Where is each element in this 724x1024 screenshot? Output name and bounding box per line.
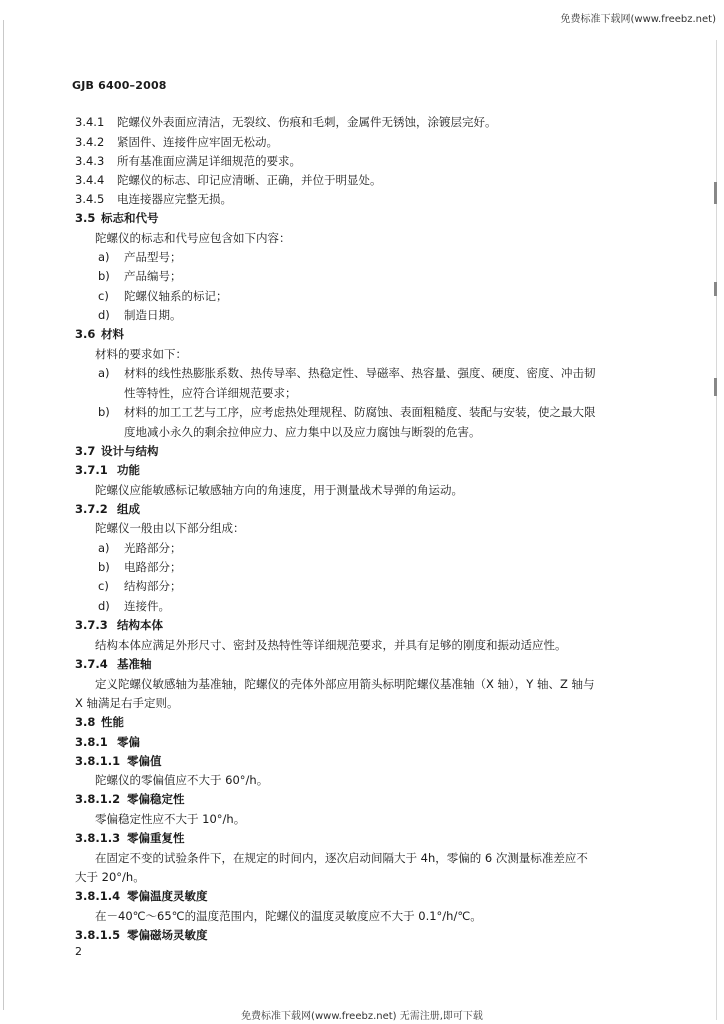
text-line — [75, 886, 208, 906]
text-line — [98, 557, 182, 577]
clause-text: 陀螺仪一般由以下部分组成： — [95, 521, 245, 535]
text-line — [95, 480, 463, 500]
clause-text: 产品编号； — [124, 269, 182, 283]
text-line — [75, 460, 140, 480]
document-code: GJB 6400–2008 — [72, 79, 167, 92]
text-line — [98, 576, 182, 596]
clause-number: 3.8.1.1 — [75, 754, 121, 768]
clause-text: 陀螺仪的标志和代号应包含如下内容： — [95, 231, 291, 245]
clause-heading: 材料 — [101, 327, 124, 341]
clause-number: c) — [98, 289, 109, 303]
text-line — [95, 674, 595, 694]
clause-number: 3.7.3 — [75, 618, 108, 632]
clause-text: 陀螺仪的零偏值应不大于 60°/h。 — [95, 773, 269, 787]
clause-heading: 结构本体 — [117, 618, 163, 632]
clause-text: 制造日期。 — [124, 308, 182, 322]
clause-number: 3.4.4 — [75, 173, 105, 187]
clause-text: 定义陀螺仪敏感轴为基准轴，陀螺仪的壳体外部应用箭头标明陀螺仪基准轴（X 轴），Y 轴、Z 轴与 — [95, 677, 595, 691]
clause-text: 性等特性，应符合详细规范要求； — [124, 386, 297, 400]
clause-text: 电路部分； — [124, 560, 182, 574]
clause-number: 3.8 — [75, 715, 96, 729]
clause-text: 光路部分； — [124, 541, 182, 555]
clause-number: d) — [98, 308, 110, 322]
text-line — [95, 518, 245, 538]
clause-number: 3.4.1 — [75, 115, 105, 129]
clause-text: 度地减小永久的剩余拉伸应力、应力集中以及应力腐蚀与断裂的危害。 — [124, 425, 481, 439]
clause-heading: 标志和代号 — [101, 211, 159, 225]
clause-text: 材料的线性热膨胀系数、热传导率、热稳定性、导磁率、热容量、强度、硬度、密度、冲击韧 — [124, 366, 596, 380]
clause-number: 3.4.5 — [75, 192, 105, 206]
text-line — [75, 132, 278, 152]
watermark-top: 免费标准下载网(www.freebz.net) — [560, 14, 716, 25]
clause-heading: 功能 — [117, 463, 140, 477]
text-line — [75, 441, 159, 461]
text-line — [98, 305, 182, 325]
clause-text: 结构部分； — [124, 579, 182, 593]
text-line — [75, 189, 232, 209]
clause-text: 大于 20°/h。 — [75, 870, 145, 884]
clause-number: a) — [98, 366, 110, 380]
text-line — [75, 789, 185, 809]
clause-heading: 零偏稳定性 — [127, 792, 185, 806]
clause-text: 连接件。 — [124, 599, 170, 613]
text-line — [95, 848, 588, 868]
clause-text: 紧固件、连接件应牢固无松动。 — [117, 135, 278, 149]
text-line — [75, 112, 497, 132]
text-line — [75, 751, 162, 771]
clause-number: 3.4.3 — [75, 154, 105, 168]
text-line — [124, 422, 481, 442]
watermark-bottom: 免费标准下载网(www.freebz.net) 无需注册,即可下载 — [241, 1011, 483, 1022]
clause-number: c) — [98, 579, 109, 593]
text-line — [95, 809, 245, 829]
clause-text: 材料的要求如下： — [95, 347, 187, 361]
clause-number: b) — [98, 405, 110, 419]
clause-number: 3.7.2 — [75, 502, 108, 516]
text-line — [75, 654, 152, 674]
clause-heading: 基准轴 — [117, 657, 152, 671]
text-line — [95, 906, 482, 926]
text-line — [95, 770, 268, 790]
clause-number: d) — [98, 599, 110, 613]
clause-number: 3.7.1 — [75, 463, 108, 477]
clause-heading: 组成 — [117, 502, 140, 516]
clause-heading: 设计与结构 — [101, 444, 159, 458]
scan-edge-left — [3, 20, 4, 1010]
clause-number: 3.6 — [75, 327, 96, 341]
text-line — [98, 538, 182, 558]
text-line — [98, 402, 596, 422]
clause-text: 陀螺仪应能敏感标记敏感轴方向的角速度，用于测量战术导弹的角运动。 — [95, 483, 463, 497]
clause-number: 3.8.1.5 — [75, 928, 121, 942]
text-line — [98, 286, 228, 306]
clause-number: a) — [98, 541, 110, 555]
clause-heading: 零偏重复性 — [127, 831, 185, 845]
clause-number: 3.8.1.4 — [75, 889, 121, 903]
clause-number: 3.7.4 — [75, 657, 108, 671]
clause-text: 材料的加工工艺与工序，应考虑热处理规程、防腐蚀、表面粗糙度、装配与安装，使之最大限 — [124, 405, 596, 419]
clause-number: 3.8.1 — [75, 735, 108, 749]
text-line — [98, 266, 182, 286]
clause-number: 3.7 — [75, 444, 96, 458]
clause-heading: 零偏值 — [127, 754, 162, 768]
text-line — [75, 867, 145, 887]
clause-text: 陀螺仪轴系的标记； — [124, 289, 228, 303]
text-line — [75, 693, 179, 713]
text-line — [75, 925, 208, 945]
text-line — [75, 324, 124, 344]
clause-text: 电连接器应完整无损。 — [117, 192, 232, 206]
text-line — [75, 615, 163, 635]
clause-heading: 零偏温度灵敏度 — [127, 889, 208, 903]
text-line — [75, 712, 124, 732]
clause-number: 3.5 — [75, 211, 96, 225]
clause-number: 3.8.1.2 — [75, 792, 121, 806]
text-line — [75, 170, 382, 190]
clause-heading: 性能 — [101, 715, 124, 729]
clause-text: 所有基准面应满足详细规范的要求。 — [117, 154, 301, 168]
text-line — [124, 383, 297, 403]
clause-text: 产品型号； — [124, 250, 182, 264]
clause-heading: 零偏 — [117, 735, 140, 749]
page-number: 2 — [75, 945, 82, 958]
scan-edge-mark — [714, 378, 717, 396]
clause-text: 结构本体应满足外形尺寸、密封及热特性等详细规范要求，并具有足够的刚度和振动适应性。 — [95, 638, 567, 652]
clause-number: b) — [98, 560, 110, 574]
clause-text: 陀螺仪外表面应清洁，无裂纹、伤痕和毛刺，金属件无锈蚀，涂镀层完好。 — [117, 115, 497, 129]
clause-number: b) — [98, 269, 110, 283]
clause-text: 在－40℃～65℃的温度范围内，陀螺仪的温度灵敏度应不大于 0.1°/h/℃。 — [95, 909, 482, 923]
clause-number: a) — [98, 250, 110, 264]
scan-edge-mark — [714, 282, 717, 296]
text-line — [98, 596, 170, 616]
text-line — [95, 635, 567, 655]
text-line — [75, 151, 301, 171]
clause-text: 在固定不变的试验条件下，在规定的时间内，逐次启动间隔大于 4h，零偏的 6 次测量标准差应不 — [95, 851, 588, 865]
text-line — [98, 363, 596, 383]
clause-heading: 零偏磁场灵敏度 — [127, 928, 208, 942]
text-line — [98, 247, 182, 267]
clause-number: 3.8.1.3 — [75, 831, 121, 845]
text-line — [95, 228, 291, 248]
clause-text: 零偏稳定性应不大于 10°/h。 — [95, 812, 246, 826]
text-line — [95, 344, 187, 364]
clause-text: X 轴满足右手定则。 — [75, 696, 179, 710]
text-line — [75, 499, 140, 519]
text-line — [75, 208, 159, 228]
clause-text: 陀螺仪的标志、印记应清晰、正确，并位于明显处。 — [117, 173, 382, 187]
text-line — [75, 828, 185, 848]
clause-number: 3.4.2 — [75, 135, 105, 149]
text-line — [75, 732, 140, 752]
scan-edge-mark — [714, 182, 717, 204]
